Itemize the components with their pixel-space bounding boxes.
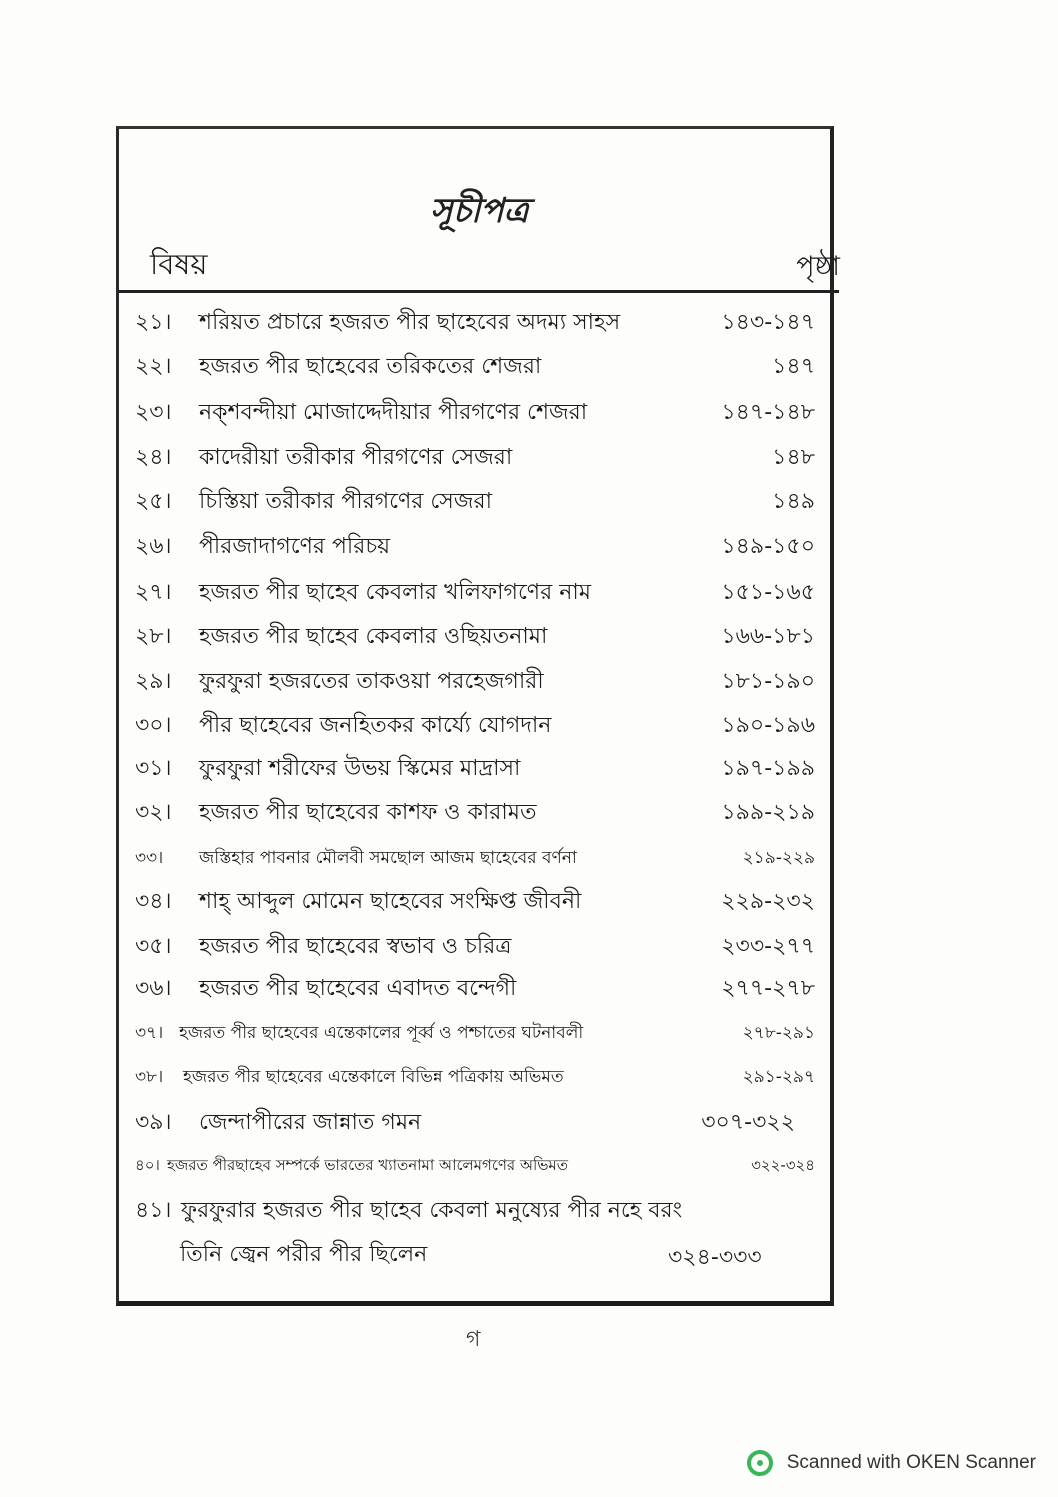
entry-page: ১৪৭-১৪৮ bbox=[721, 400, 815, 425]
entry-title: জেন্দাপীরের জান্নাত গমন bbox=[199, 1110, 422, 1135]
entry-page: ১৪৯-১৫০ bbox=[721, 534, 815, 559]
scanner-text: Scanned with OKEN Scanner bbox=[786, 1452, 1036, 1473]
entry-number: ২৯। bbox=[135, 669, 172, 694]
page-header: পৃষ্ঠা bbox=[796, 251, 840, 282]
page-number: গ bbox=[466, 1327, 481, 1352]
entry-title: শরিয়ত প্রচারে হজরত পীর ছাহেবের অদম্য সাহস bbox=[199, 310, 621, 335]
entry-title: হজরত পীর ছাহেবের স্বভাব ও চরিত্র bbox=[199, 934, 512, 959]
entry-number: ৩২। bbox=[135, 800, 172, 825]
list-item bbox=[135, 395, 815, 439]
entry-page: ৩০৭-৩২২ bbox=[701, 1110, 795, 1135]
page-title: সূচীপত্র bbox=[430, 191, 529, 231]
entry-title: কাদেরীয়া তরীকার পীরগণের সেজরা bbox=[199, 445, 513, 470]
list-item bbox=[135, 845, 815, 889]
entry-page: ২৭৮-২৯১ bbox=[742, 1023, 815, 1043]
entry-number: ৪১। bbox=[135, 1198, 172, 1223]
entry-number: ৩৭। bbox=[135, 1023, 164, 1043]
entry-title: ফুরফুরা হজরতের তাকওয়া পরহেজগারী bbox=[199, 669, 544, 694]
list-item bbox=[135, 971, 815, 1015]
entry-number: ৩৪। bbox=[135, 889, 172, 914]
entry-number: ২৩। bbox=[135, 400, 172, 425]
list-item bbox=[135, 795, 815, 839]
list-item bbox=[135, 484, 815, 528]
scanner-logo-icon bbox=[747, 1450, 773, 1476]
entry-title: পীর ছাহেবের জনহিতকর কার্য্যে যোগদান bbox=[199, 713, 552, 738]
entry-41-continuation: তিনি জ্বেন পরীর পীর ছিলেন bbox=[180, 1242, 428, 1267]
list-item bbox=[135, 305, 815, 349]
list-item bbox=[135, 708, 815, 752]
list-item bbox=[135, 440, 815, 484]
entry-page: ২১৯-২২৯ bbox=[742, 848, 815, 868]
entry-number: ৩৯। bbox=[135, 1110, 172, 1135]
entry-title: নক্শবন্দীয়া মোজাদ্দেদীয়ার পীরগণের শেজরা bbox=[199, 400, 588, 425]
list-item bbox=[135, 1154, 815, 1198]
entry-page: ২৯১-২৯৭ bbox=[742, 1067, 815, 1087]
entry-title: হজরত পীর ছাহেব কেবলার খলিফাগণের নাম bbox=[199, 580, 591, 605]
entry-number: ৩১। bbox=[135, 756, 172, 781]
entry-number: ২৬। bbox=[135, 534, 172, 559]
entry-title: হজরত পীর ছাহেব কেবলার ওছিয়তনামা bbox=[199, 624, 548, 649]
list-item bbox=[135, 575, 815, 619]
entry-title: হজরত পীর ছাহেবের এন্তেকালের পূর্ব্ব ও পশ্চাতের ঘটনাবলী bbox=[179, 1023, 584, 1043]
entry-title: হজরত পীর ছাহেবের তরিকতের শেজরা bbox=[199, 354, 542, 379]
list-item bbox=[135, 619, 815, 663]
entry-page: ২৩৩-২৭৭ bbox=[721, 934, 815, 959]
entry-title: জস্তিহার পাবনার মৌলবী সমছোল আজম ছাহেবের বর্ণনা bbox=[199, 848, 577, 868]
subject-header: বিষয় bbox=[150, 247, 208, 281]
entry-number: ৪০। bbox=[135, 1156, 160, 1174]
header-divider bbox=[119, 290, 839, 293]
scanner-watermark bbox=[747, 1450, 1036, 1476]
entry-number: ২১। bbox=[135, 310, 172, 335]
entry-title: হজরত পীর ছাহেবের এবাদত বন্দেগী bbox=[199, 976, 517, 1001]
entry-title: ফুরফুরা শরীফের উভয় স্কিমের মাদ্রাসা bbox=[199, 756, 521, 781]
entry-page: ৩২২-৩২৪ bbox=[751, 1156, 815, 1174]
list-item bbox=[135, 1020, 815, 1064]
list-item bbox=[135, 751, 815, 795]
list-item bbox=[135, 664, 815, 708]
entry-page: ১৪৩-১৪৭ bbox=[721, 310, 815, 335]
entry-number: ২৮। bbox=[135, 624, 172, 649]
list-item bbox=[135, 349, 815, 393]
entry-page: ১৯০-১৯৬ bbox=[721, 713, 815, 738]
list-item bbox=[135, 529, 815, 573]
list-item bbox=[135, 1193, 815, 1237]
entry-title: শাহ্ আব্দুল মোমেন ছাহেবের সংক্ষিপ্ত জীবনী bbox=[199, 889, 582, 914]
entry-number: ৩৫। bbox=[135, 934, 172, 959]
entry-number: ২২। bbox=[135, 354, 172, 379]
entry-number: ৩৬। bbox=[135, 976, 172, 1001]
entry-number: ৩০। bbox=[135, 713, 172, 738]
entry-page: ১৪৭ bbox=[772, 354, 815, 379]
list-item bbox=[135, 1064, 815, 1108]
entry-title: ফুরফুরার হজরত পীর ছাহেব কেবলা মনুষ্যের পীর নহে বরং bbox=[181, 1198, 683, 1223]
entry-page: ১৬৬-১৮১ bbox=[721, 624, 815, 649]
entry-page: ২২৯-২৩২ bbox=[721, 889, 815, 914]
entry-page: ১৮১-১৯০ bbox=[721, 669, 815, 694]
entry-number: ৩৮। bbox=[135, 1067, 164, 1087]
entry-title: পীরজাদাগণের পরিচয় bbox=[199, 534, 391, 559]
entry-title: চিস্তিয়া তরীকার পীরগণের সেজরা bbox=[199, 489, 492, 514]
entry-number: ২৭। bbox=[135, 580, 172, 605]
entry-title: হজরত পীরছাহেব সম্পর্কে ভারতের খ্যাতনামা আলেমগণের অভিমত bbox=[167, 1156, 568, 1174]
entry-page: ১৯৭-১৯৯ bbox=[721, 756, 815, 781]
entry-page: ১৪৮ bbox=[772, 445, 815, 470]
list-item bbox=[135, 929, 815, 973]
entry-page: ১৯৯-২১৯ bbox=[721, 800, 815, 825]
list-item bbox=[135, 884, 815, 928]
entry-41-page: ৩২৪-৩৩৩ bbox=[668, 1245, 762, 1270]
entry-number: ২৪। bbox=[135, 445, 172, 470]
entry-title: হজরত পীর ছাহেবের কাশফ ও কারামত bbox=[199, 800, 537, 825]
list-item bbox=[135, 1105, 815, 1149]
entry-number: ৩৩। bbox=[135, 848, 164, 868]
entry-page: ১৪৯ bbox=[772, 489, 815, 514]
entry-page: ১৫১-১৬৫ bbox=[721, 580, 815, 605]
entry-title: হজরত পীর ছাহেবের এন্তেকালে বিভিন্ন পত্রিকায় অভিমত bbox=[183, 1067, 564, 1087]
entry-number: ২৫। bbox=[135, 489, 172, 514]
entry-page: ২৭৭-২৭৮ bbox=[721, 976, 815, 1001]
